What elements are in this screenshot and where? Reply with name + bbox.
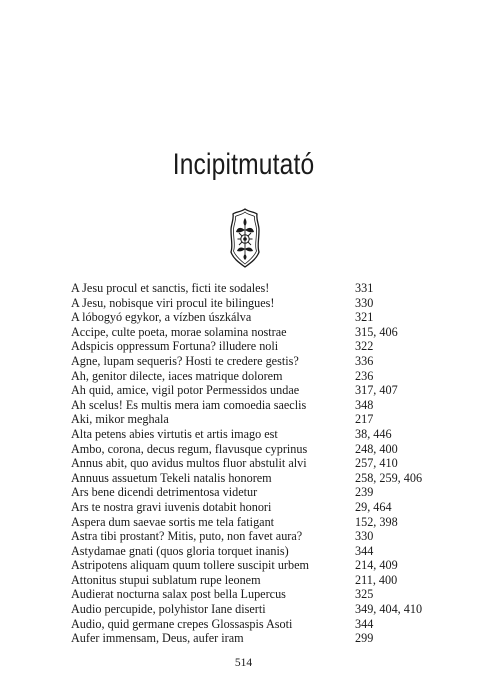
page-references: 330	[355, 295, 374, 310]
incipit-text: Astydamae gnati (quos gloria torquet inanis)	[71, 543, 289, 558]
index-entry	[71, 515, 451, 530]
page-references: 29, 464	[355, 499, 392, 514]
page-references: 317, 407	[355, 383, 398, 398]
index-entry	[71, 500, 451, 515]
index-entry	[71, 587, 451, 602]
incipit-text: Ars te nostra gravi iuvenis dotabit honori	[71, 499, 272, 514]
incipit-text: Annuus assuetum Tekeli natalis honorem	[71, 470, 272, 485]
index-entry	[71, 471, 451, 486]
page-references: 330	[355, 529, 374, 544]
incipit-text: Aufer immensam, Deus, aufer iram	[71, 631, 244, 646]
page-references: 38, 446	[355, 426, 392, 441]
index-entry	[71, 529, 451, 544]
incipit-text: A Jesu procul et sanctis, ficti ite sodales!	[71, 281, 270, 295]
incipit-text: Alta petens abies virtutis et artis imago est	[71, 426, 278, 441]
incipit-text: Ah scelus! Es multis mera iam comoedia saeclis	[71, 397, 307, 412]
incipit-text: Ars bene dicendi detrimentosa videtur	[71, 485, 258, 500]
page-references: 152, 398	[355, 514, 398, 529]
incipit-text: Audio, quid germane crepes Glossaspis Asoti	[71, 616, 293, 631]
page-references: 217	[355, 412, 374, 427]
incipit-text: Aspera dum saevae sortis me tela fatigant	[71, 514, 275, 529]
page-references: 348	[355, 397, 374, 412]
index-entry	[71, 602, 451, 617]
index-entry	[71, 456, 451, 471]
index-entry	[71, 485, 451, 500]
page-references: 331	[355, 281, 374, 295]
page-references: 236	[355, 368, 374, 383]
page-references: 321	[355, 310, 374, 325]
index-entry	[71, 573, 451, 588]
index-entry	[71, 383, 451, 398]
page-number: 514	[234, 657, 253, 669]
page-references: 315, 406	[355, 324, 398, 339]
incipit-text: Audierat nocturna salax post bella Lupercus	[71, 587, 286, 602]
incipit-text: Annus abit, quo avidus multos fluor abstulit alvi	[71, 456, 307, 471]
floral-cartouche-ornament-icon	[230, 208, 260, 268]
incipit-text: Ambo, corona, decus regum, flavusque cyprinus	[71, 441, 308, 456]
incipit-text: Ah quid, amice, vigil potor Permessidos undae	[71, 383, 300, 398]
index-entry	[71, 631, 451, 646]
page-references: 257, 410	[355, 456, 398, 471]
incipit-text: A lóbogyó egykor, a vízben úszkálva	[71, 310, 252, 325]
page-references: 336	[355, 353, 374, 368]
page-references: 299	[355, 631, 374, 646]
incipit-text: Aki, mikor meghala	[71, 412, 169, 427]
page-references: 214, 409	[355, 558, 398, 573]
index-entry	[71, 558, 451, 573]
incipit-index-list	[71, 281, 451, 646]
page-references: 344	[355, 616, 374, 631]
index-entry	[71, 339, 451, 354]
incipit-text: Accipe, culte poeta, morae solamina nostrae	[71, 324, 287, 339]
index-entry	[71, 354, 451, 369]
index-entry	[71, 310, 451, 325]
page-references: 211, 400	[355, 572, 398, 587]
page-references: 322	[355, 339, 374, 354]
incipit-text: Agne, lupam sequeris? Hosti te credere gestis?	[71, 353, 299, 368]
index-entry	[71, 427, 451, 442]
page-references: 349, 404, 410	[355, 602, 423, 617]
incipit-text: A Jesu, nobisque viri procul ite bilingues!	[71, 295, 275, 310]
page-title: Incipitmutató	[172, 148, 315, 181]
index-entry	[71, 412, 451, 427]
incipit-text: Astripotens aliquam quum tollere suscipit urbem	[71, 558, 309, 573]
index-entry	[71, 369, 451, 384]
incipit-text: Adspicis oppressum Fortuna? illudere noli	[71, 339, 279, 354]
page-references: 258, 259, 406	[355, 470, 423, 485]
page-references: 344	[355, 543, 374, 558]
page-references: 325	[355, 587, 374, 602]
index-entry	[71, 398, 451, 413]
incipit-text: Attonitus stupui sublatum rupe leonem	[71, 572, 261, 587]
incipit-text: Audio percupide, polyhistor Iane diserti	[71, 602, 266, 617]
index-entry	[71, 544, 451, 559]
index-entry	[71, 442, 451, 457]
index-entry	[71, 296, 451, 311]
page-references: 248, 400	[355, 441, 398, 456]
index-entry	[71, 281, 451, 296]
incipit-text: Ah, genitor dilecte, iaces matrique dolorem	[71, 368, 283, 383]
incipit-text: Astra tibi prostant? Mitis, puto, non favet aura?	[71, 529, 303, 544]
index-entry	[71, 325, 451, 340]
index-entry	[71, 617, 451, 632]
page-references: 239	[355, 485, 374, 500]
